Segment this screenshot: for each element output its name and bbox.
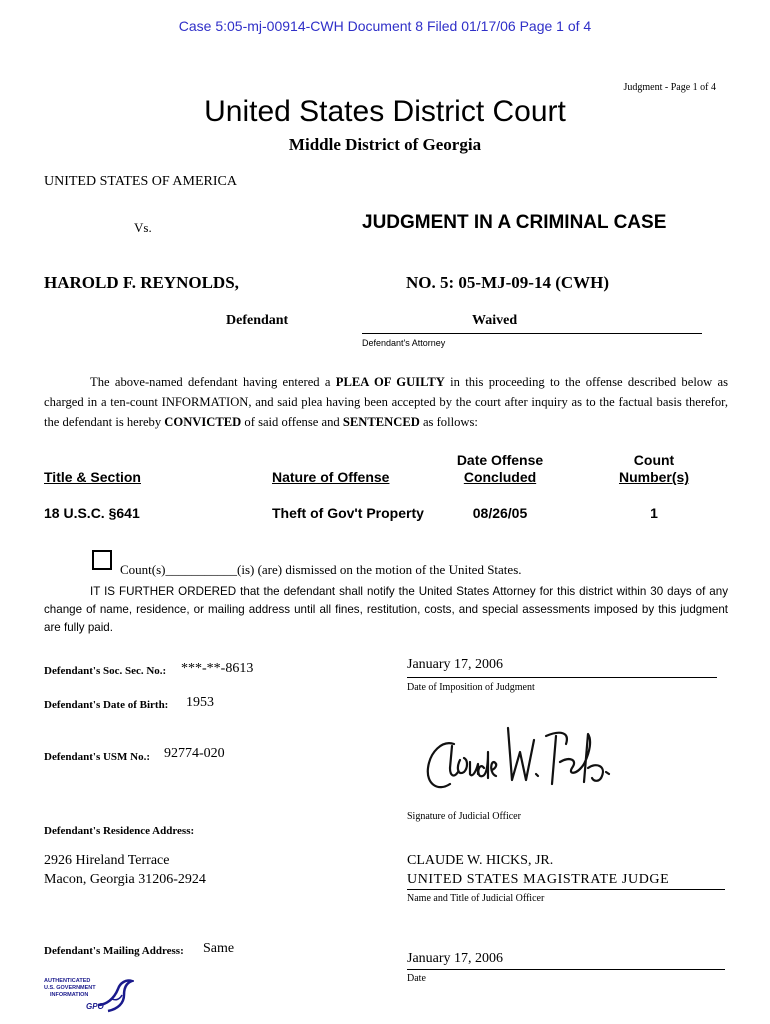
sentenced-word: SENTENCED — [342, 415, 420, 429]
case-number: NO. 5: 05-MJ-09-14 (CWH) — [406, 273, 610, 292]
usm-label: Defendant's USM No.: — [44, 751, 151, 763]
mailing-value: Same — [203, 941, 235, 956]
imposition-date-line — [407, 677, 717, 678]
mailing-label: Defendant's Mailing Address: — [44, 945, 184, 957]
residence-line2: Macon, Georgia 31206-2924 — [44, 872, 206, 887]
convicted-word: CONVICTED — [164, 415, 242, 429]
officer-name: CLAUDE W. HICKS, JR. — [407, 853, 554, 868]
plea-part1: The above-named defendant having entered a — [90, 375, 336, 389]
ssn-value: ***-**-8613 — [181, 661, 254, 676]
header-date-line2: Concluded — [463, 469, 537, 485]
case-header-stamp: Case 5:05-mj-00914-CWH Document 8 Filed 01/17/06 Page 1 of 4 — [178, 18, 592, 34]
header-date-concluded — [430, 452, 570, 486]
plea-part4: as follows: — [419, 415, 478, 429]
dismissal-checkbox[interactable] — [92, 550, 112, 570]
judge-signature — [420, 722, 620, 800]
name-title-label: Name and Title of Judicial Officer — [407, 893, 545, 904]
plaintiff-name: UNITED STATES OF AMERICA — [44, 174, 237, 189]
residence-line1: 2926 Hireland Terrace — [44, 853, 170, 868]
usm-value: 92774-020 — [164, 746, 225, 761]
defendant-name: HAROLD F. REYNOLDS, — [44, 273, 239, 292]
header-count-number — [594, 452, 714, 486]
header-count-line2: Number(s) — [618, 469, 689, 485]
court-title: United States District Court — [204, 95, 566, 128]
page-label: Judgment - Page 1 of 4 — [623, 82, 716, 93]
date-label: Date — [407, 973, 426, 984]
gpo-line2: U.S. GOVERNMENT — [44, 985, 96, 991]
officer-title: UNITED STATES MAGISTRATE JUDGE — [407, 872, 670, 887]
gpo-line3: INFORMATION — [50, 992, 89, 998]
dismissal-text: Count(s)___________(is) (are) dismissed on the motion of the United States. — [120, 562, 522, 577]
versus-label: Vs. — [134, 220, 152, 235]
imposition-label: Date of Imposition of Judgment — [407, 682, 535, 693]
row-title-section: 18 U.S.C. §641 — [44, 505, 140, 521]
row-nature-offense: Theft of Gov't Property — [272, 505, 424, 521]
plea-guilty: PLEA OF GUILTY — [335, 375, 445, 389]
dob-label: Defendant's Date of Birth: — [44, 699, 169, 711]
gpo-line1: AUTHENTICATED — [44, 978, 91, 984]
signature-label: Signature of Judicial Officer — [407, 811, 521, 822]
imposition-date: January 17, 2006 — [407, 657, 504, 672]
ssn-label: Defendant's Soc. Sec. No.: — [44, 665, 167, 677]
gpo-line4: GPO — [86, 1002, 104, 1011]
attorney-value: Waived — [472, 313, 518, 328]
defendant-label: Defendant — [226, 313, 289, 328]
dob-value: 1953 — [186, 695, 214, 710]
header-title-section: Title & Section — [44, 469, 141, 485]
attorney-signature-line — [362, 333, 702, 334]
header-count-line1: Count — [633, 452, 675, 468]
row-count-number: 1 — [650, 505, 658, 521]
court-district: Middle District of Georgia — [288, 135, 482, 154]
signed-date: January 17, 2006 — [407, 951, 504, 966]
attorney-label: Defendant's Attorney — [362, 338, 446, 348]
document-title: JUDGMENT IN A CRIMINAL CASE — [362, 212, 667, 233]
plea-part2: in this proceeding to the offense described below as charged in a ten-count INFORMATION, and said plea having been accepted by the court after inquiry as to the factual basis therefor, the defendant is hereby — [44, 375, 728, 429]
signed-date-line — [407, 969, 725, 970]
row-date-concluded: 08/26/05 — [472, 505, 528, 521]
header-date-line1: Date Offense — [456, 452, 544, 468]
plea-part3: of said offense and — [241, 415, 343, 429]
plea-paragraph — [44, 372, 728, 432]
header-nature-offense: Nature of Offense — [272, 469, 390, 485]
residence-label: Defendant's Residence Address: — [44, 825, 195, 837]
gpo-authentication-seal — [40, 975, 136, 1019]
officer-title-line — [407, 889, 725, 890]
further-ordered-paragraph: IT IS FURTHER ORDERED that the defendant shall notify the United States Attorney for this district within 30 days of any change of name, residence, or mailing address until all fines, restitution, costs, and special assessments imposed by this judgment are fully paid. — [44, 585, 728, 634]
